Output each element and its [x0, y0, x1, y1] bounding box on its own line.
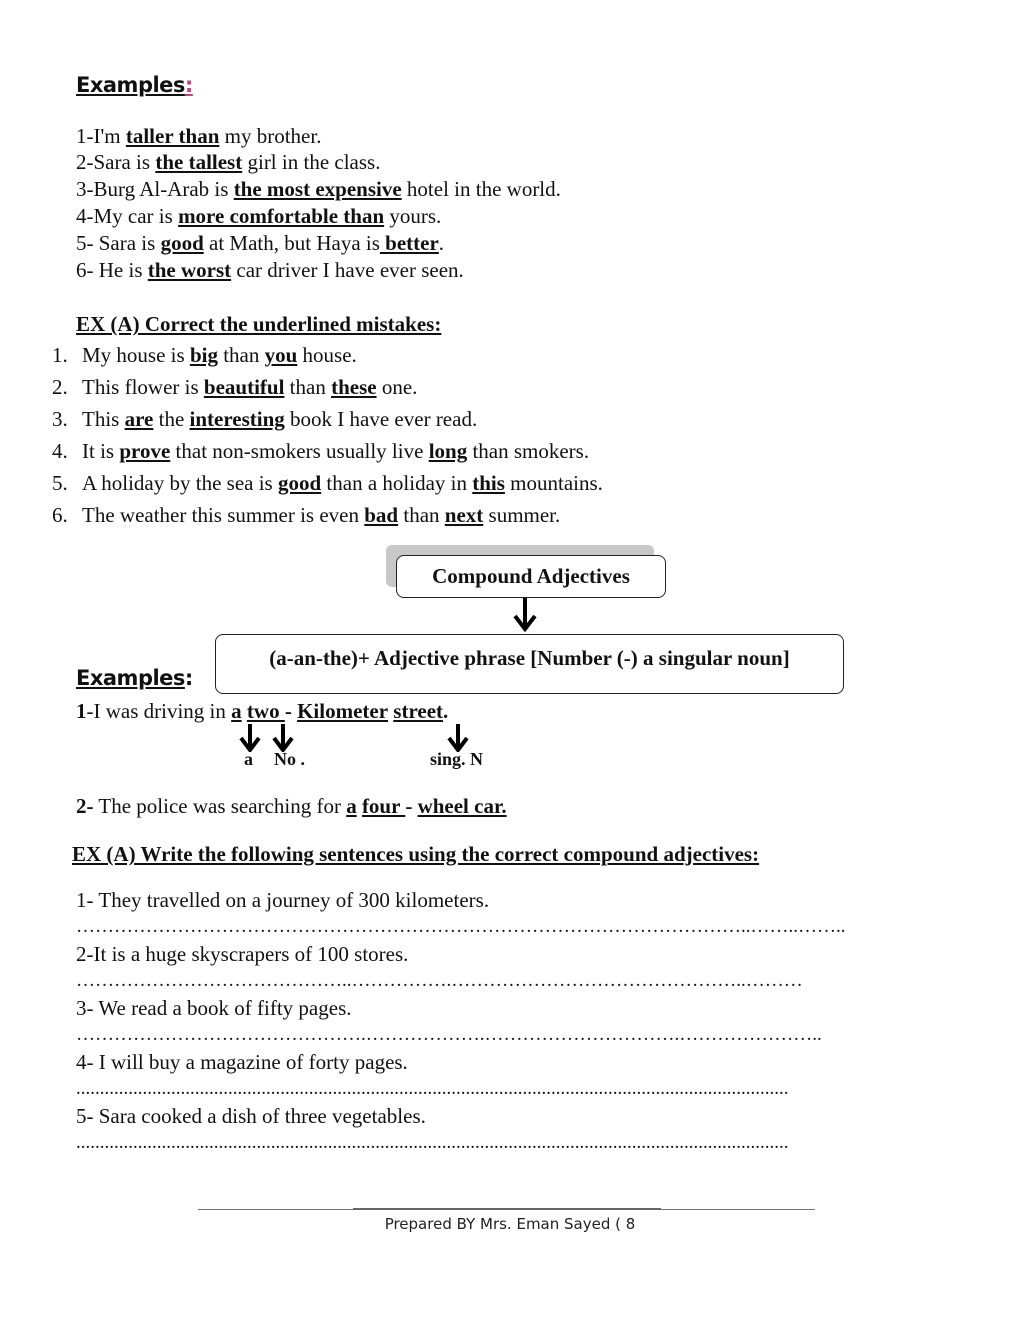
example-sentence — [76, 123, 321, 149]
text-segment: 1 — [76, 699, 87, 723]
example-sentence — [76, 230, 444, 256]
label-number: No . — [274, 749, 305, 769]
underlined-phrase: better — [379, 231, 439, 255]
underlined-phrase: wheel car. — [417, 794, 507, 818]
exercise-sentence — [82, 342, 357, 368]
exercise-sentence — [82, 470, 603, 496]
text-segment: - — [405, 794, 418, 818]
text-segment: This — [82, 407, 125, 431]
text-segment: car driver I have ever seen. — [231, 258, 464, 282]
underlined-phrase: good — [277, 471, 322, 495]
arrow-down-icon — [238, 724, 262, 752]
underlined-phrase: street — [393, 699, 444, 723]
text-segment: -I was driving in — [86, 699, 232, 723]
underlined-phrase: next — [444, 503, 484, 527]
answer-line[interactable]: ...................................................................................................................................................... — [76, 1079, 789, 1099]
example-sentence — [76, 176, 561, 202]
underlined-phrase: a — [346, 794, 357, 818]
underlined-phrase: these — [331, 375, 377, 399]
underlined-phrase: you — [264, 343, 298, 367]
answer-line[interactable]: ……………………………………….……………….………………………….………………….. — [76, 1025, 822, 1045]
text-segment: than a holiday in — [321, 471, 473, 495]
label-singular-noun: sing. N — [430, 749, 484, 769]
example-sentence — [76, 203, 441, 229]
item-number: 4. — [52, 439, 68, 463]
heading-text: Examples — [76, 73, 185, 97]
text-segment: my brother. — [219, 124, 322, 148]
compound-adjectives-box: Compound Adjectives — [396, 555, 666, 598]
text-segment: than smokers. — [467, 439, 590, 463]
text-segment: than — [284, 375, 332, 399]
compound-example-2 — [76, 793, 507, 819]
text-segment: at Math, but Haya is — [203, 231, 380, 255]
underlined-phrase: long — [428, 439, 468, 463]
underlined-phrase: interesting — [189, 407, 285, 431]
text-segment: The weather this summer is even — [82, 503, 365, 527]
underlined-phrase: prove — [119, 439, 171, 463]
item-number: 3. — [52, 407, 68, 431]
text-segment: . — [438, 231, 445, 255]
examples-heading — [76, 72, 193, 98]
underlined-phrase: more comfortable than — [178, 204, 385, 228]
text-segment: - — [284, 699, 298, 723]
text-segment: This flower is — [82, 375, 204, 399]
text-segment: 1-I'm — [76, 124, 126, 148]
item-number: 5. — [52, 471, 68, 495]
text-segment: summer. — [483, 503, 561, 527]
answer-line[interactable]: ...................................................................................................................................................... — [76, 1133, 789, 1153]
text-segment: . — [443, 699, 449, 723]
text-segment: It is — [82, 439, 120, 463]
heading-text: Examples — [76, 666, 185, 690]
examples2-heading — [76, 665, 193, 691]
text-segment: The police was searching for — [93, 794, 347, 818]
answer-line[interactable]: ……………………………………………………………………………………………..……..…….. — [76, 917, 846, 937]
arrow-down-icon — [446, 724, 470, 752]
underlined-phrase: four — [361, 794, 406, 818]
text-segment: yours. — [384, 204, 442, 228]
text-segment: girl in the class. — [242, 150, 381, 174]
example-sentence — [76, 257, 464, 283]
underlined-phrase: Kilometer — [297, 699, 389, 723]
text-segment: than — [217, 343, 265, 367]
underlined-phrase: are — [124, 407, 154, 431]
text-segment: 5- Sara is — [76, 231, 161, 255]
exercise-prompt: 2-It is a huge skyscrapers of 100 stores. — [76, 942, 409, 966]
text-segment: 4-My car is — [76, 204, 179, 228]
underlined-phrase: bad — [364, 503, 399, 527]
exercise-sentence — [82, 438, 589, 464]
text-segment: 2-Sara is — [76, 150, 156, 174]
exercise-prompt: 5- Sara cooked a dish of three vegetables. — [76, 1104, 426, 1128]
exercise-a2-heading: EX (A) Write the following sentences using the correct compound adjectives: — [72, 842, 760, 866]
answer-line[interactable]: ……………………………………..…………….………………………………………..……… — [76, 971, 803, 991]
text-segment: 2- — [76, 794, 94, 818]
arrow-down-icon — [512, 598, 538, 632]
underlined-phrase: two — [246, 699, 285, 723]
label-article: a — [244, 749, 253, 769]
item-number: 1. — [52, 343, 68, 367]
underlined-phrase: a — [231, 699, 242, 723]
exercise-prompt: 1- They travelled on a journey of 300 kilometers. — [76, 888, 490, 912]
example-sentence — [76, 149, 380, 175]
text-segment: 3-Burg Al-Arab is — [76, 177, 234, 201]
exercise-prompt: 4- I will buy a magazine of forty pages. — [76, 1050, 408, 1074]
compound-example-1 — [76, 698, 448, 724]
underlined-phrase: the most expensive — [233, 177, 402, 201]
underlined-phrase: the tallest — [155, 150, 243, 174]
underlined-phrase: good — [160, 231, 204, 255]
item-number: 6. — [52, 503, 68, 527]
text-segment: hotel in the world. — [401, 177, 561, 201]
exercise-prompt: 3- We read a book of fifty pages. — [76, 996, 352, 1020]
text-segment: that non-smokers usually live — [170, 439, 429, 463]
formula-box: (a-an-the)+ Adjective phrase [Number (-) a singular noun] — [215, 634, 844, 694]
footer-rule-accent — [353, 1208, 661, 1210]
text-segment: My house is — [82, 343, 190, 367]
text-segment: house. — [297, 343, 357, 367]
underlined-phrase: taller than — [125, 124, 220, 148]
underlined-phrase: big — [189, 343, 218, 367]
underlined-phrase: beautiful — [203, 375, 285, 399]
text-segment: one. — [376, 375, 418, 399]
underlined-phrase: this — [472, 471, 505, 495]
text-segment: 6- He is — [76, 258, 148, 282]
text-segment: A holiday by the sea is — [82, 471, 278, 495]
heading-colon: : — [184, 666, 193, 690]
text-segment: than — [398, 503, 445, 527]
exercise-sentence — [82, 406, 477, 432]
text-segment: mountains. — [504, 471, 603, 495]
text-segment: book I have ever read. — [284, 407, 478, 431]
exercise-sentence — [82, 502, 560, 528]
heading-colon: : — [184, 73, 193, 97]
text-segment: the — [153, 407, 190, 431]
footer-text: Prepared BY Mrs. Eman Sayed ( 8 — [384, 1215, 636, 1233]
exercise-sentence — [82, 374, 417, 400]
item-number: 2. — [52, 375, 68, 399]
exercise-a-heading: EX (A) Correct the underlined mistakes: — [76, 312, 442, 336]
arrow-down-icon — [271, 724, 295, 752]
underlined-phrase: the worst — [147, 258, 232, 282]
